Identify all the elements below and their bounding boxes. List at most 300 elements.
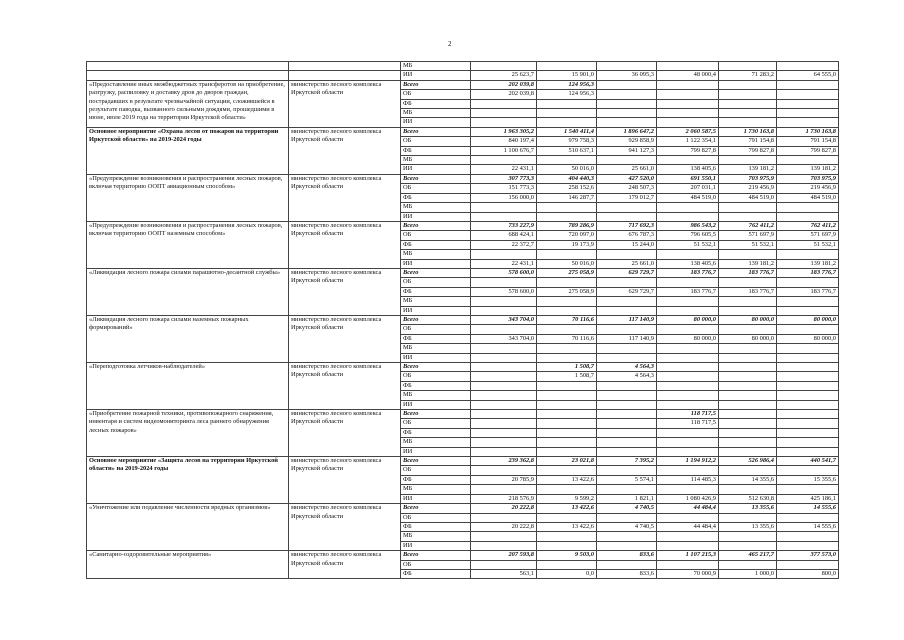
- amount-cell: [657, 485, 719, 494]
- amount-cell: [777, 278, 839, 287]
- amount-cell: 22 431,1: [471, 259, 537, 268]
- amount-cell: [719, 438, 777, 447]
- funding-source: Всего: [401, 410, 471, 419]
- amount-cell: [719, 410, 777, 419]
- amount-cell: [471, 62, 537, 71]
- executor-name: министерство лесного комплекса Иркутской области: [289, 504, 401, 551]
- amount-cell: [537, 297, 597, 306]
- amount-cell: 484 519,0: [777, 193, 839, 202]
- amount-cell: 36 095,3: [597, 71, 657, 80]
- amount-cell: [777, 410, 839, 419]
- amount-cell: [537, 278, 597, 287]
- amount-cell: [657, 306, 719, 315]
- executor-name: министерство лесного комплекса Иркутской области: [289, 268, 401, 315]
- amount-cell: [597, 391, 657, 400]
- amount-cell: [537, 447, 597, 456]
- page-number: 2: [448, 40, 452, 48]
- amount-cell: [777, 485, 839, 494]
- activity-name: Основное мероприятие «Защита лесов на территории Иркутской области» на 2019-2024 годы: [87, 457, 289, 504]
- funding-source: ФБ: [401, 381, 471, 390]
- funding-source: ФБ: [401, 522, 471, 531]
- amount-cell: [537, 109, 597, 118]
- amount-cell: [719, 80, 777, 89]
- amount-cell: [777, 109, 839, 118]
- amount-cell: [777, 90, 839, 99]
- amount-cell: 791 154,8: [719, 137, 777, 146]
- amount-cell: 51 532,1: [777, 240, 839, 249]
- funding-source: ИИ: [401, 306, 471, 315]
- amount-cell: [719, 372, 777, 381]
- table-row: [87, 221, 839, 230]
- budget-table: [86, 61, 839, 579]
- funding-source: Всего: [401, 363, 471, 372]
- table-row: [87, 315, 839, 324]
- amount-cell: [719, 297, 777, 306]
- amount-cell: 676 787,3: [597, 231, 657, 240]
- amount-cell: 979 758,3: [537, 137, 597, 146]
- amount-cell: 2 060 587,5: [657, 127, 719, 136]
- executor-name: министерство лесного комплекса Иркутской области: [289, 457, 401, 504]
- amount-cell: [597, 344, 657, 353]
- funding-source: Всего: [401, 80, 471, 89]
- amount-cell: [657, 372, 719, 381]
- amount-cell: 207 031,1: [657, 184, 719, 193]
- amount-cell: [777, 363, 839, 372]
- funding-source: ФБ: [401, 146, 471, 155]
- amount-cell: [597, 466, 657, 475]
- amount-cell: 146 287,7: [537, 193, 597, 202]
- amount-cell: 571 697,9: [719, 231, 777, 240]
- amount-cell: [597, 447, 657, 456]
- amount-cell: [719, 250, 777, 259]
- amount-cell: 124 956,3: [537, 80, 597, 89]
- amount-cell: 70 000,9: [657, 569, 719, 578]
- table-row: [87, 551, 839, 560]
- amount-cell: [537, 156, 597, 165]
- amount-cell: [537, 485, 597, 494]
- amount-cell: 512 630,8: [719, 494, 777, 503]
- amount-cell: [719, 212, 777, 221]
- table-row: [87, 127, 839, 136]
- funding-source: МБ: [401, 250, 471, 259]
- amount-cell: 80 000,0: [719, 315, 777, 324]
- amount-cell: [537, 62, 597, 71]
- amount-cell: [719, 90, 777, 99]
- amount-cell: 139 181,2: [777, 165, 839, 174]
- amount-cell: [719, 400, 777, 409]
- table-row: [87, 363, 839, 372]
- amount-cell: [597, 513, 657, 522]
- amount-cell: [777, 62, 839, 71]
- amount-cell: 343 704,0: [471, 315, 537, 324]
- amount-cell: [657, 278, 719, 287]
- amount-cell: 13 422,6: [537, 475, 597, 484]
- amount-cell: [471, 447, 537, 456]
- amount-cell: 717 692,3: [597, 221, 657, 230]
- amount-cell: 139 181,2: [719, 259, 777, 268]
- activity-name-empty: [87, 71, 289, 80]
- amount-cell: [719, 391, 777, 400]
- amount-cell: 799 827,8: [719, 146, 777, 155]
- amount-cell: [657, 203, 719, 212]
- amount-cell: 688 424,1: [471, 231, 537, 240]
- amount-cell: 7 395,2: [597, 457, 657, 466]
- activity-name: «Предупреждение возникновения и распространения лесных пожаров, включая территорию ООПТ наземным способом»: [87, 221, 289, 268]
- amount-cell: [719, 156, 777, 165]
- amount-cell: 219 456,9: [777, 184, 839, 193]
- amount-cell: [719, 560, 777, 569]
- amount-cell: [471, 419, 537, 428]
- amount-cell: [597, 80, 657, 89]
- amount-cell: 404 440,3: [537, 174, 597, 183]
- amount-cell: 15 901,0: [537, 71, 597, 80]
- amount-cell: 629 729,7: [597, 268, 657, 277]
- amount-cell: 80 000,0: [657, 334, 719, 343]
- amount-cell: 4 564,3: [597, 372, 657, 381]
- amount-cell: 691 550,1: [657, 174, 719, 183]
- amount-cell: 22 372,7: [471, 240, 537, 249]
- amount-cell: 219 456,9: [719, 184, 777, 193]
- funding-source: Всего: [401, 504, 471, 513]
- funding-source: ФБ: [401, 193, 471, 202]
- executor-name: министерство лесного комплекса Иркутской области: [289, 221, 401, 268]
- activity-name-empty: [87, 62, 289, 71]
- amount-cell: [597, 306, 657, 315]
- amount-cell: 1 194 912,2: [657, 457, 719, 466]
- amount-cell: [597, 541, 657, 550]
- amount-cell: 1 896 647,2: [597, 127, 657, 136]
- amount-cell: [471, 438, 537, 447]
- amount-cell: [537, 400, 597, 409]
- amount-cell: [537, 419, 597, 428]
- activity-name: «Предоставление иных межбюджетных трансферотов на приобретение, разгрузку, распиловку и доставку дров до дворов граждан, пострадавших в результате чрезвычайной ситуации, сложившейся в результате паводка, вызванного сильными дождями, прошедшими в июне, июле 2019 года на территории Иркутской области»: [87, 80, 289, 127]
- amount-cell: 563,1: [471, 569, 537, 578]
- amount-cell: 425 186,1: [777, 494, 839, 503]
- amount-cell: 64 555,0: [777, 71, 839, 80]
- amount-cell: [657, 99, 719, 108]
- amount-cell: [777, 541, 839, 550]
- amount-cell: 0,0: [537, 569, 597, 578]
- amount-cell: [719, 428, 777, 437]
- funding-source: ОБ: [401, 278, 471, 287]
- amount-cell: [657, 391, 719, 400]
- amount-cell: [471, 466, 537, 475]
- amount-cell: [719, 381, 777, 390]
- funding-source: ОБ: [401, 513, 471, 522]
- funding-source: ФБ: [401, 240, 471, 249]
- amount-cell: 80 000,0: [719, 334, 777, 343]
- amount-cell: [657, 466, 719, 475]
- funding-source: ФБ: [401, 569, 471, 578]
- amount-cell: 183 776,7: [657, 287, 719, 296]
- funding-source: ИИ: [401, 447, 471, 456]
- amount-cell: 4 740,5: [597, 522, 657, 531]
- amount-cell: [471, 363, 537, 372]
- amount-cell: [777, 297, 839, 306]
- amount-cell: [777, 447, 839, 456]
- amount-cell: 571 697,9: [777, 231, 839, 240]
- amount-cell: 124 956,3: [537, 90, 597, 99]
- funding-source: ФБ: [401, 99, 471, 108]
- amount-cell: [777, 306, 839, 315]
- funding-source: Всего: [401, 174, 471, 183]
- amount-cell: 275 058,9: [537, 287, 597, 296]
- amount-cell: [777, 344, 839, 353]
- amount-cell: [597, 297, 657, 306]
- amount-cell: [471, 99, 537, 108]
- amount-cell: [471, 381, 537, 390]
- amount-cell: [471, 532, 537, 541]
- amount-cell: 14 555,6: [777, 504, 839, 513]
- funding-source: Всего: [401, 127, 471, 136]
- amount-cell: 117 140,9: [597, 334, 657, 343]
- amount-cell: 629 729,7: [597, 287, 657, 296]
- amount-cell: 484 519,0: [719, 193, 777, 202]
- executor-name: министерство лесного комплекса Иркутской области: [289, 551, 401, 579]
- amount-cell: [777, 250, 839, 259]
- amount-cell: 307 773,3: [471, 174, 537, 183]
- amount-cell: [719, 513, 777, 522]
- amount-cell: [537, 438, 597, 447]
- funding-source: ОБ: [401, 560, 471, 569]
- funding-source: ОБ: [401, 184, 471, 193]
- amount-cell: [471, 250, 537, 259]
- amount-cell: [471, 297, 537, 306]
- amount-cell: [597, 485, 657, 494]
- amount-cell: 202 039,8: [471, 90, 537, 99]
- amount-cell: [471, 428, 537, 437]
- amount-cell: 248 507,3: [597, 184, 657, 193]
- amount-cell: [719, 419, 777, 428]
- amount-cell: [537, 428, 597, 437]
- amount-cell: 80 000,0: [657, 315, 719, 324]
- amount-cell: 207 593,8: [471, 551, 537, 560]
- amount-cell: 800,0: [777, 569, 839, 578]
- funding-source: МБ: [401, 109, 471, 118]
- amount-cell: 80 000,0: [777, 315, 839, 324]
- amount-cell: [777, 513, 839, 522]
- amount-cell: [777, 372, 839, 381]
- amount-cell: 70 116,6: [537, 334, 597, 343]
- amount-cell: 1 122 354,1: [657, 137, 719, 146]
- amount-cell: 377 573,0: [777, 551, 839, 560]
- amount-cell: [537, 532, 597, 541]
- executor-name: министерство лесного комплекса Иркутской области: [289, 80, 401, 127]
- funding-source: ИИ: [401, 400, 471, 409]
- funding-source: МБ: [401, 438, 471, 447]
- funding-source: ОБ: [401, 419, 471, 428]
- amount-cell: 929 858,9: [597, 137, 657, 146]
- activity-name: «Санитарно-оздоровительные мероприятия»: [87, 551, 289, 579]
- funding-source: ИИ: [401, 541, 471, 550]
- funding-source: ОБ: [401, 90, 471, 99]
- amount-cell: 118 717,5: [657, 419, 719, 428]
- amount-cell: 19 173,9: [537, 240, 597, 249]
- amount-cell: 25 661,0: [597, 165, 657, 174]
- amount-cell: [777, 156, 839, 165]
- amount-cell: [719, 325, 777, 334]
- amount-cell: [597, 278, 657, 287]
- amount-cell: [597, 400, 657, 409]
- funding-source: МБ: [401, 485, 471, 494]
- table-row: [87, 268, 839, 277]
- amount-cell: [471, 278, 537, 287]
- amount-cell: [597, 353, 657, 362]
- amount-cell: [537, 250, 597, 259]
- amount-cell: [657, 250, 719, 259]
- amount-cell: 156 000,0: [471, 193, 537, 202]
- executor-name: министерство лесного комплекса Иркутской области: [289, 410, 401, 457]
- amount-cell: 70 116,6: [537, 315, 597, 324]
- executor-name: министерство лесного комплекса Иркутской области: [289, 127, 401, 174]
- amount-cell: [471, 109, 537, 118]
- amount-cell: 440 541,7: [777, 457, 839, 466]
- amount-cell: [777, 353, 839, 362]
- amount-cell: 13 355,6: [719, 522, 777, 531]
- funding-source: ИИ: [401, 165, 471, 174]
- amount-cell: 578 600,0: [471, 268, 537, 277]
- funding-source: ОБ: [401, 325, 471, 334]
- amount-cell: [537, 560, 597, 569]
- amount-cell: [597, 109, 657, 118]
- amount-cell: [657, 541, 719, 550]
- amount-cell: [597, 156, 657, 165]
- amount-cell: 762 411,2: [719, 221, 777, 230]
- amount-cell: 1 508,7: [537, 372, 597, 381]
- amount-cell: [537, 344, 597, 353]
- amount-cell: [719, 363, 777, 372]
- budget-table-body: [87, 62, 839, 579]
- amount-cell: 13 422,6: [537, 504, 597, 513]
- amount-cell: 48 000,4: [657, 71, 719, 80]
- amount-cell: 117 140,9: [597, 315, 657, 324]
- funding-source: МБ: [401, 297, 471, 306]
- funding-source: МБ: [401, 156, 471, 165]
- amount-cell: 1 730 163,8: [777, 127, 839, 136]
- amount-cell: [537, 306, 597, 315]
- amount-cell: [777, 391, 839, 400]
- amount-cell: 427 520,0: [597, 174, 657, 183]
- amount-cell: 791 154,8: [777, 137, 839, 146]
- amount-cell: 9 503,0: [537, 551, 597, 560]
- amount-cell: [597, 410, 657, 419]
- funding-source: Всего: [401, 268, 471, 277]
- amount-cell: 275 058,9: [537, 268, 597, 277]
- amount-cell: [537, 99, 597, 108]
- funding-source: ОБ: [401, 137, 471, 146]
- amount-cell: 799 827,8: [657, 146, 719, 155]
- amount-cell: 25 661,0: [597, 259, 657, 268]
- amount-cell: 71 283,2: [719, 71, 777, 80]
- amount-cell: [597, 99, 657, 108]
- amount-cell: 1 000,0: [719, 569, 777, 578]
- amount-cell: [777, 203, 839, 212]
- funding-source: Всего: [401, 551, 471, 560]
- amount-cell: [657, 400, 719, 409]
- funding-source: ФБ: [401, 475, 471, 484]
- amount-cell: 1 107 215,3: [657, 551, 719, 560]
- amount-cell: [719, 99, 777, 108]
- amount-cell: 941 127,3: [597, 146, 657, 155]
- table-row: [87, 504, 839, 513]
- amount-cell: 1 080 426,9: [657, 494, 719, 503]
- amount-cell: [657, 62, 719, 71]
- funding-source: МБ: [401, 62, 471, 71]
- amount-cell: 796 605,5: [657, 231, 719, 240]
- amount-cell: [471, 485, 537, 494]
- amount-cell: 51 532,1: [719, 240, 777, 249]
- amount-cell: [777, 400, 839, 409]
- amount-cell: 733 227,9: [471, 221, 537, 230]
- amount-cell: [537, 381, 597, 390]
- amount-cell: 703 975,9: [777, 174, 839, 183]
- amount-cell: 789 286,9: [537, 221, 597, 230]
- amount-cell: 139 181,2: [719, 165, 777, 174]
- amount-cell: [597, 250, 657, 259]
- funding-source: ИИ: [401, 353, 471, 362]
- amount-cell: [471, 156, 537, 165]
- amount-cell: [537, 513, 597, 522]
- amount-cell: 4 740,5: [597, 504, 657, 513]
- amount-cell: 762 411,2: [777, 221, 839, 230]
- funding-source: ИИ: [401, 118, 471, 127]
- amount-cell: [597, 438, 657, 447]
- activity-name: «Переподготовка летчиков-наблюдателей»: [87, 363, 289, 410]
- amount-cell: 183 776,7: [657, 268, 719, 277]
- amount-cell: [657, 532, 719, 541]
- amount-cell: [657, 438, 719, 447]
- amount-cell: [657, 156, 719, 165]
- table-row: [87, 457, 839, 466]
- table-row: [87, 174, 839, 183]
- amount-cell: 22 431,1: [471, 165, 537, 174]
- funding-source: ИИ: [401, 212, 471, 221]
- amount-cell: 15 244,0: [597, 240, 657, 249]
- funding-source: Всего: [401, 221, 471, 230]
- amount-cell: [657, 381, 719, 390]
- amount-cell: [719, 109, 777, 118]
- amount-cell: 183 776,7: [719, 268, 777, 277]
- amount-cell: [597, 532, 657, 541]
- table-row: [87, 410, 839, 419]
- funding-source: ОБ: [401, 372, 471, 381]
- amount-cell: 44 484,4: [657, 522, 719, 531]
- amount-cell: 179 012,7: [597, 193, 657, 202]
- table-row: [87, 71, 839, 80]
- activity-name: «Приобретение пожарной техники, противопожарного снаряжения, инвентаря и систем видеомониторинга леса раннего обнаружения лесных пожаров»: [87, 410, 289, 457]
- amount-cell: [657, 447, 719, 456]
- funding-source: ФБ: [401, 428, 471, 437]
- amount-cell: 465 217,7: [719, 551, 777, 560]
- amount-cell: 114 485,3: [657, 475, 719, 484]
- amount-cell: 343 704,0: [471, 334, 537, 343]
- amount-cell: [537, 118, 597, 127]
- amount-cell: [657, 118, 719, 127]
- amount-cell: 51 532,1: [657, 240, 719, 249]
- amount-cell: 14 555,6: [777, 522, 839, 531]
- executor-name: министерство лесного комплекса Иркутской области: [289, 174, 401, 221]
- amount-cell: [471, 541, 537, 550]
- funding-source: ИИ: [401, 71, 471, 80]
- amount-cell: 1 963 305,2: [471, 127, 537, 136]
- amount-cell: 151 773,3: [471, 184, 537, 193]
- amount-cell: [719, 118, 777, 127]
- amount-cell: [657, 344, 719, 353]
- amount-cell: [719, 203, 777, 212]
- funding-source: Всего: [401, 315, 471, 324]
- amount-cell: [657, 513, 719, 522]
- amount-cell: 5 574,1: [597, 475, 657, 484]
